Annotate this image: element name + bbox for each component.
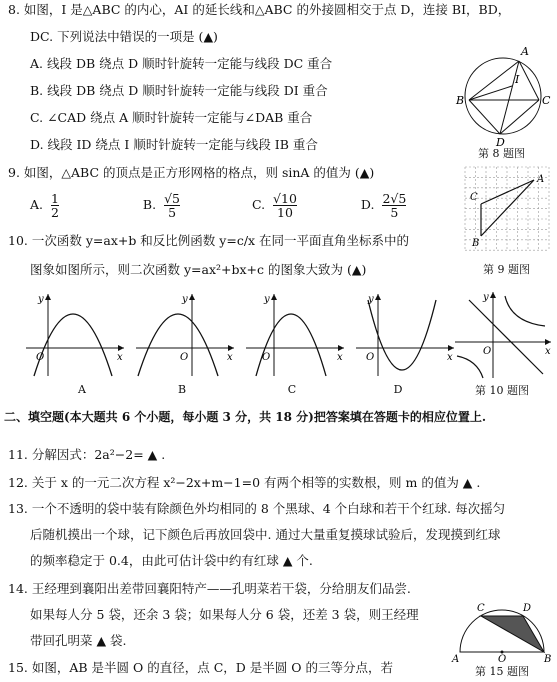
q15-figure	[450, 600, 554, 666]
q8-point-i: I	[515, 73, 520, 86]
svg-text:O: O	[483, 346, 492, 357]
q9-option-c-value: $\frac{√10}{10}$	[273, 191, 297, 220]
q8-point-b: B	[456, 94, 465, 107]
svg-text:y: y	[368, 294, 374, 305]
q15-caption: 第 15 题图	[475, 665, 529, 678]
svg-text:O: O	[180, 352, 189, 363]
q9-point-a: A	[537, 174, 545, 185]
q13-line2: 后随机摸出一个球，记下颜色后再放回袋中. 通过大量重复摸球试验后，发现摸到红球	[30, 527, 501, 542]
q8-stem-line1: 8. 如图，I 是△ABC 的内心，AI 的延长线和△ABC 的外接圆相交于点 D，连接 BI，BD，	[8, 2, 511, 17]
q9-grid-figure	[463, 164, 553, 252]
q8-point-d: D	[496, 136, 505, 146]
q9-point-c: C	[470, 192, 478, 203]
q9-stem: 9. 如图，△ABC 的顶点是正方形网格的格点，则 sinA 的值为 (▲)	[8, 165, 375, 180]
q10-stem-line1: 10. 一次函数 y=ax+b 和反比例函数 y=c/x 在同一平面直角坐标系中的	[8, 233, 410, 248]
q15-line1: 15. 如图，AB 是半圆 O 的直径，点 C，D 是半圆 O 的三等分点，若	[8, 660, 393, 675]
q13-line3: 的频率稳定于 0.4，由此可估计袋中约有红球 ▲ 个.	[30, 553, 313, 568]
svg-text:O: O	[36, 352, 45, 363]
svg-text:A: A	[452, 654, 460, 665]
q10-choice-b: B	[177, 383, 187, 396]
svg-text:x: x	[545, 346, 551, 357]
svg-text:y: y	[264, 294, 270, 305]
q8-figure	[455, 38, 555, 146]
q10-figure	[453, 290, 555, 380]
q8-option-c: C. ∠CAD 绕点 A 顺时针旋转一定能与∠DAB 重合	[30, 110, 313, 125]
svg-text:x: x	[447, 352, 453, 363]
q8-point-a: A	[521, 45, 529, 58]
q10-choice-c: C	[287, 383, 297, 396]
q10-stem-line2: 图象如图所示，则二次函数 y=ax²+bx+c 的图象大致为 (▲)	[30, 262, 367, 277]
q13-line1: 13. 一个不透明的袋中装有除颜色外均相同的 8 个黑球、4 个白球和若干个红球. 每次摇匀	[8, 501, 506, 516]
svg-text:x: x	[117, 352, 123, 363]
svg-text:B: B	[544, 654, 552, 665]
q9-caption: 第 9 题图	[483, 263, 530, 276]
q12: 12. 关于 x 的一元二次方程 x²−2x+m−1=0 有两个相等的实数根，则 m 的值为 ▲ .	[8, 475, 481, 490]
svg-text:x: x	[227, 352, 233, 363]
svg-text:y: y	[182, 294, 188, 305]
q9-option-b-label: B.	[142, 197, 157, 212]
q9-point-b: B	[472, 238, 480, 249]
q8-option-a: A. 线段 DB 绕点 D 顺时针旋转一定能与线段 DC 重合	[30, 56, 333, 71]
q8-option-d: D. 线段 ID 绕点 I 顺时针旋转一定能与线段 IB 重合	[30, 137, 318, 152]
svg-text:O: O	[498, 654, 507, 665]
q10-choice-d: D	[393, 383, 403, 396]
q10-choice-a: A	[78, 383, 86, 396]
q8-stem-line2: DC. 下列说法中错误的一项是 (▲)	[30, 29, 218, 44]
svg-text:y: y	[38, 294, 44, 305]
q8-point-c: C	[542, 94, 551, 107]
q14-line2: 如果每人分 5 袋，还余 3 袋；如果每人分 6 袋，还差 3 袋，则王经理	[30, 607, 419, 622]
q10-graph-a	[24, 290, 132, 380]
q10-caption: 第 10 题图	[475, 384, 529, 397]
svg-text:x: x	[337, 352, 343, 363]
q11: 11. 分解因式：2a²−2= ▲ .	[8, 447, 166, 462]
q9-option-c-label: C.	[251, 197, 266, 212]
q9-option-d-value: $\frac{2√5}{5}$	[382, 191, 407, 220]
q8-caption: 第 8 题图	[478, 147, 525, 160]
q10-graph-b	[134, 290, 242, 380]
q10-graph-c	[244, 290, 352, 380]
svg-text:y: y	[483, 292, 489, 303]
svg-text:C: C	[477, 603, 485, 614]
q9-option-a-label: A.	[30, 197, 44, 212]
svg-text:O: O	[366, 352, 375, 363]
q9-option-d-label: D.	[360, 197, 375, 212]
q10-graph-d	[354, 290, 462, 380]
q14-line3: 带回孔明菜 ▲ 袋.	[30, 633, 127, 648]
q9-option-b-value: $\frac{√5}{5}$	[164, 191, 180, 220]
q8-option-b: B. 线段 DB 绕点 D 顺时针旋转一定能与线段 DI 重合	[30, 83, 328, 98]
svg-text:O: O	[262, 352, 271, 363]
svg-text:D: D	[523, 603, 532, 614]
q14-line1: 14. 王经理到襄阳出差带回襄阳特产——孔明菜若干袋，分给朋友们品尝.	[8, 581, 411, 596]
q9-options	[30, 192, 406, 219]
q9-option-a-value: $\frac{1}{2}$	[51, 191, 59, 220]
section-2-heading: 二、填空题(本大题共 6 个小题，每小题 3 分，共 18 分)把答案填在答题卡的相应位置上.	[4, 410, 487, 424]
